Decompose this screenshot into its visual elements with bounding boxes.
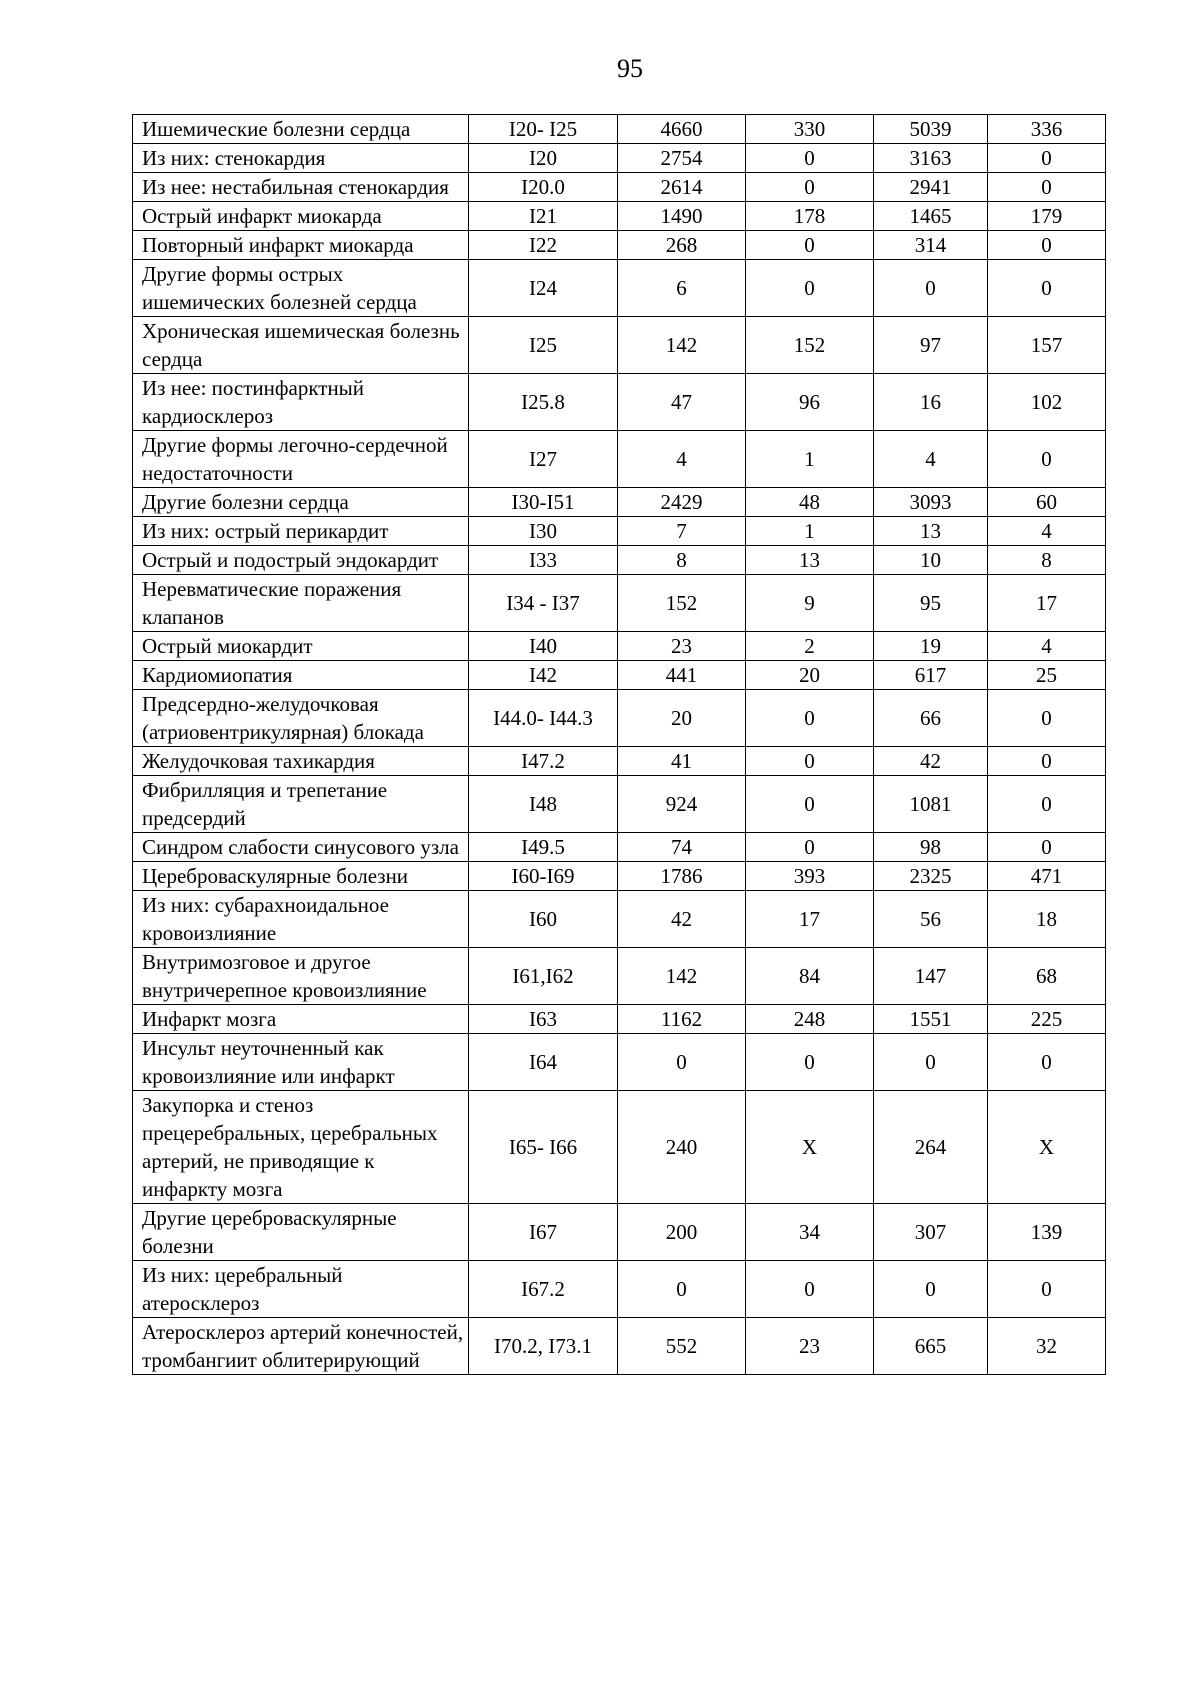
disease-name-cell: Острый инфаркт миокарда [133, 202, 469, 231]
value-cell-3: 13 [874, 517, 988, 546]
value-cell-3: 98 [874, 833, 988, 862]
disease-name-cell: Острый и подострый эндокардит [133, 546, 469, 575]
table-row [133, 862, 1106, 891]
icd-code-cell: I64 [469, 1034, 618, 1091]
value-cell-4: 0 [988, 1261, 1106, 1318]
value-cell-3: 3093 [874, 488, 988, 517]
value-cell-2: 0 [746, 231, 874, 260]
value-cell-1: 0 [618, 1261, 746, 1318]
value-cell-2: 0 [746, 776, 874, 833]
icd-code-cell: I33 [469, 546, 618, 575]
table-row [133, 1005, 1106, 1034]
value-cell-2: 330 [746, 115, 874, 144]
page-number: 95 [617, 54, 643, 83]
value-cell-2: 96 [746, 374, 874, 431]
table-row [133, 260, 1106, 317]
value-cell-4: 179 [988, 202, 1106, 231]
value-cell-4: 225 [988, 1005, 1106, 1034]
icd-code-cell: I65- I66 [469, 1091, 618, 1204]
disease-statistics-table [132, 114, 1106, 1375]
table-row [133, 776, 1106, 833]
disease-name-cell: Из них: острый перикардит [133, 517, 469, 546]
table-row [133, 374, 1106, 431]
icd-code-cell: I30 [469, 517, 618, 546]
value-cell-2: 84 [746, 948, 874, 1005]
value-cell-3: 147 [874, 948, 988, 1005]
table-row [133, 661, 1106, 690]
value-cell-3: 3163 [874, 144, 988, 173]
disease-name-cell: Из них: церебральный атеросклероз [133, 1261, 469, 1318]
value-cell-2: 0 [746, 690, 874, 747]
table-body [133, 115, 1106, 1375]
value-cell-1: 142 [618, 317, 746, 374]
value-cell-3: 1551 [874, 1005, 988, 1034]
value-cell-1: 20 [618, 690, 746, 747]
disease-name-cell: Ишемические болезни сердца [133, 115, 469, 144]
value-cell-4: 60 [988, 488, 1106, 517]
icd-code-cell: I24 [469, 260, 618, 317]
value-cell-4: 4 [988, 517, 1106, 546]
value-cell-1: 4660 [618, 115, 746, 144]
value-cell-4: 18 [988, 891, 1106, 948]
disease-name-cell: Другие болезни сердца [133, 488, 469, 517]
disease-name-cell: Предсердно-желудочковая (атриовентрикулярная) блокада [133, 690, 469, 747]
value-cell-4: 157 [988, 317, 1106, 374]
icd-code-cell: I67 [469, 1204, 618, 1261]
value-cell-4: 8 [988, 546, 1106, 575]
value-cell-4: 17 [988, 575, 1106, 632]
value-cell-3: 95 [874, 575, 988, 632]
table-row [133, 173, 1106, 202]
value-cell-3: 0 [874, 1261, 988, 1318]
icd-code-cell: I25.8 [469, 374, 618, 431]
value-cell-4: X [988, 1091, 1106, 1204]
table-row [133, 1204, 1106, 1261]
table-row [133, 517, 1106, 546]
value-cell-3: 2941 [874, 173, 988, 202]
value-cell-3: 1465 [874, 202, 988, 231]
table-row [133, 202, 1106, 231]
value-cell-3: 264 [874, 1091, 988, 1204]
disease-name-cell: Цереброваскулярные болезни [133, 862, 469, 891]
value-cell-2: 0 [746, 833, 874, 862]
disease-name-cell: Внутримозговое и другое внутричерепное кровоизлияние [133, 948, 469, 1005]
value-cell-1: 41 [618, 747, 746, 776]
value-cell-3: 42 [874, 747, 988, 776]
table-row [133, 546, 1106, 575]
value-cell-2: 393 [746, 862, 874, 891]
icd-code-cell: I48 [469, 776, 618, 833]
disease-name-cell: Из них: стенокардия [133, 144, 469, 173]
value-cell-3: 307 [874, 1204, 988, 1261]
disease-name-cell: Фибрилляция и трепетание предсердий [133, 776, 469, 833]
value-cell-2: 1 [746, 431, 874, 488]
value-cell-1: 152 [618, 575, 746, 632]
value-cell-1: 7 [618, 517, 746, 546]
value-cell-2: 0 [746, 1034, 874, 1091]
value-cell-1: 240 [618, 1091, 746, 1204]
value-cell-2: 0 [746, 747, 874, 776]
value-cell-4: 0 [988, 173, 1106, 202]
disease-name-cell: Кардиомиопатия [133, 661, 469, 690]
value-cell-4: 68 [988, 948, 1106, 1005]
value-cell-1: 2429 [618, 488, 746, 517]
icd-code-cell: I34 - I37 [469, 575, 618, 632]
table-row [133, 1034, 1106, 1091]
value-cell-2: 48 [746, 488, 874, 517]
value-cell-1: 23 [618, 632, 746, 661]
value-cell-1: 47 [618, 374, 746, 431]
value-cell-3: 2325 [874, 862, 988, 891]
value-cell-1: 200 [618, 1204, 746, 1261]
value-cell-2: 9 [746, 575, 874, 632]
table-row [133, 833, 1106, 862]
value-cell-2: X [746, 1091, 874, 1204]
value-cell-2: 0 [746, 144, 874, 173]
value-cell-2: 248 [746, 1005, 874, 1034]
table-row [133, 948, 1106, 1005]
disease-name-cell: Острый миокардит [133, 632, 469, 661]
value-cell-4: 0 [988, 144, 1106, 173]
value-cell-3: 5039 [874, 115, 988, 144]
value-cell-3: 0 [874, 260, 988, 317]
value-cell-2: 17 [746, 891, 874, 948]
value-cell-3: 665 [874, 1318, 988, 1375]
icd-code-cell: I63 [469, 1005, 618, 1034]
value-cell-1: 6 [618, 260, 746, 317]
value-cell-1: 441 [618, 661, 746, 690]
value-cell-4: 336 [988, 115, 1106, 144]
value-cell-2: 0 [746, 1261, 874, 1318]
icd-code-cell: I42 [469, 661, 618, 690]
icd-code-cell: I30-I51 [469, 488, 618, 517]
value-cell-2: 34 [746, 1204, 874, 1261]
value-cell-3: 314 [874, 231, 988, 260]
disease-name-cell: Повторный инфаркт миокарда [133, 231, 469, 260]
value-cell-2: 0 [746, 173, 874, 202]
disease-name-cell: Другие формы острых ишемических болезней сердца [133, 260, 469, 317]
value-cell-4: 0 [988, 776, 1106, 833]
table-row [133, 488, 1106, 517]
icd-code-cell: I20- I25 [469, 115, 618, 144]
table-row [133, 317, 1106, 374]
value-cell-4: 0 [988, 747, 1106, 776]
disease-name-cell: Другие формы легочно-сердечной недостаточности [133, 431, 469, 488]
value-cell-4: 32 [988, 1318, 1106, 1375]
value-cell-3: 19 [874, 632, 988, 661]
value-cell-1: 1490 [618, 202, 746, 231]
value-cell-1: 1786 [618, 862, 746, 891]
value-cell-1: 2754 [618, 144, 746, 173]
icd-code-cell: I49.5 [469, 833, 618, 862]
disease-name-cell: Неревматические поражения клапанов [133, 575, 469, 632]
value-cell-3: 0 [874, 1034, 988, 1091]
icd-code-cell: I21 [469, 202, 618, 231]
disease-name-cell: Из них: субарахноидальное кровоизлияние [133, 891, 469, 948]
value-cell-3: 617 [874, 661, 988, 690]
table-row [133, 231, 1106, 260]
table-row [133, 891, 1106, 948]
disease-name-cell: Хроническая ишемическая болезнь сердца [133, 317, 469, 374]
value-cell-2: 0 [746, 260, 874, 317]
value-cell-4: 139 [988, 1204, 1106, 1261]
value-cell-1: 924 [618, 776, 746, 833]
table-row [133, 632, 1106, 661]
table-row [133, 1261, 1106, 1318]
disease-name-cell: Закупорка и стеноз прецеребральных, церебральных артерий, не приводящие к инфаркту мозга [133, 1091, 469, 1204]
value-cell-4: 0 [988, 260, 1106, 317]
value-cell-4: 0 [988, 690, 1106, 747]
value-cell-3: 10 [874, 546, 988, 575]
disease-name-cell: Атеросклероз артерий конечностей, тромбангиит облитерирующий [133, 1318, 469, 1375]
value-cell-2: 2 [746, 632, 874, 661]
icd-code-cell: I22 [469, 231, 618, 260]
disease-name-cell: Инсульт неуточненный как кровоизлияние или инфаркт [133, 1034, 469, 1091]
disease-name-cell: Желудочковая тахикардия [133, 747, 469, 776]
value-cell-3: 97 [874, 317, 988, 374]
icd-code-cell: I60-I69 [469, 862, 618, 891]
value-cell-1: 552 [618, 1318, 746, 1375]
icd-code-cell: I70.2, I73.1 [469, 1318, 618, 1375]
icd-code-cell: I20 [469, 144, 618, 173]
value-cell-3: 16 [874, 374, 988, 431]
value-cell-2: 152 [746, 317, 874, 374]
value-cell-3: 56 [874, 891, 988, 948]
value-cell-2: 1 [746, 517, 874, 546]
value-cell-1: 268 [618, 231, 746, 260]
value-cell-1: 74 [618, 833, 746, 862]
icd-code-cell: I20.0 [469, 173, 618, 202]
value-cell-4: 0 [988, 431, 1106, 488]
value-cell-4: 25 [988, 661, 1106, 690]
icd-code-cell: I67.2 [469, 1261, 618, 1318]
value-cell-1: 42 [618, 891, 746, 948]
icd-code-cell: I61,I62 [469, 948, 618, 1005]
table-row [133, 144, 1106, 173]
table-row [133, 1091, 1106, 1204]
table-row [133, 115, 1106, 144]
value-cell-1: 1162 [618, 1005, 746, 1034]
value-cell-1: 0 [618, 1034, 746, 1091]
table-row [133, 431, 1106, 488]
table-row [133, 575, 1106, 632]
value-cell-4: 0 [988, 1034, 1106, 1091]
table-row [133, 1318, 1106, 1375]
value-cell-2: 20 [746, 661, 874, 690]
value-cell-1: 2614 [618, 173, 746, 202]
disease-name-cell: Инфаркт мозга [133, 1005, 469, 1034]
disease-name-cell: Синдром слабости синусового узла [133, 833, 469, 862]
value-cell-4: 0 [988, 833, 1106, 862]
icd-code-cell: I44.0- I44.3 [469, 690, 618, 747]
disease-name-cell: Из нее: нестабильная стенокардия [133, 173, 469, 202]
value-cell-2: 13 [746, 546, 874, 575]
value-cell-2: 23 [746, 1318, 874, 1375]
value-cell-3: 1081 [874, 776, 988, 833]
value-cell-4: 0 [988, 231, 1106, 260]
disease-name-cell: Другие цереброваскулярные болезни [133, 1204, 469, 1261]
value-cell-4: 471 [988, 862, 1106, 891]
value-cell-1: 8 [618, 546, 746, 575]
table-row [133, 690, 1106, 747]
value-cell-3: 66 [874, 690, 988, 747]
icd-code-cell: I40 [469, 632, 618, 661]
value-cell-1: 4 [618, 431, 746, 488]
value-cell-3: 4 [874, 431, 988, 488]
value-cell-1: 142 [618, 948, 746, 1005]
icd-code-cell: I60 [469, 891, 618, 948]
value-cell-2: 178 [746, 202, 874, 231]
icd-code-cell: I27 [469, 431, 618, 488]
icd-code-cell: I47.2 [469, 747, 618, 776]
icd-code-cell: I25 [469, 317, 618, 374]
value-cell-4: 102 [988, 374, 1106, 431]
table-row [133, 747, 1106, 776]
value-cell-4: 4 [988, 632, 1106, 661]
disease-name-cell: Из нее: постинфарктный кардиосклероз [133, 374, 469, 431]
